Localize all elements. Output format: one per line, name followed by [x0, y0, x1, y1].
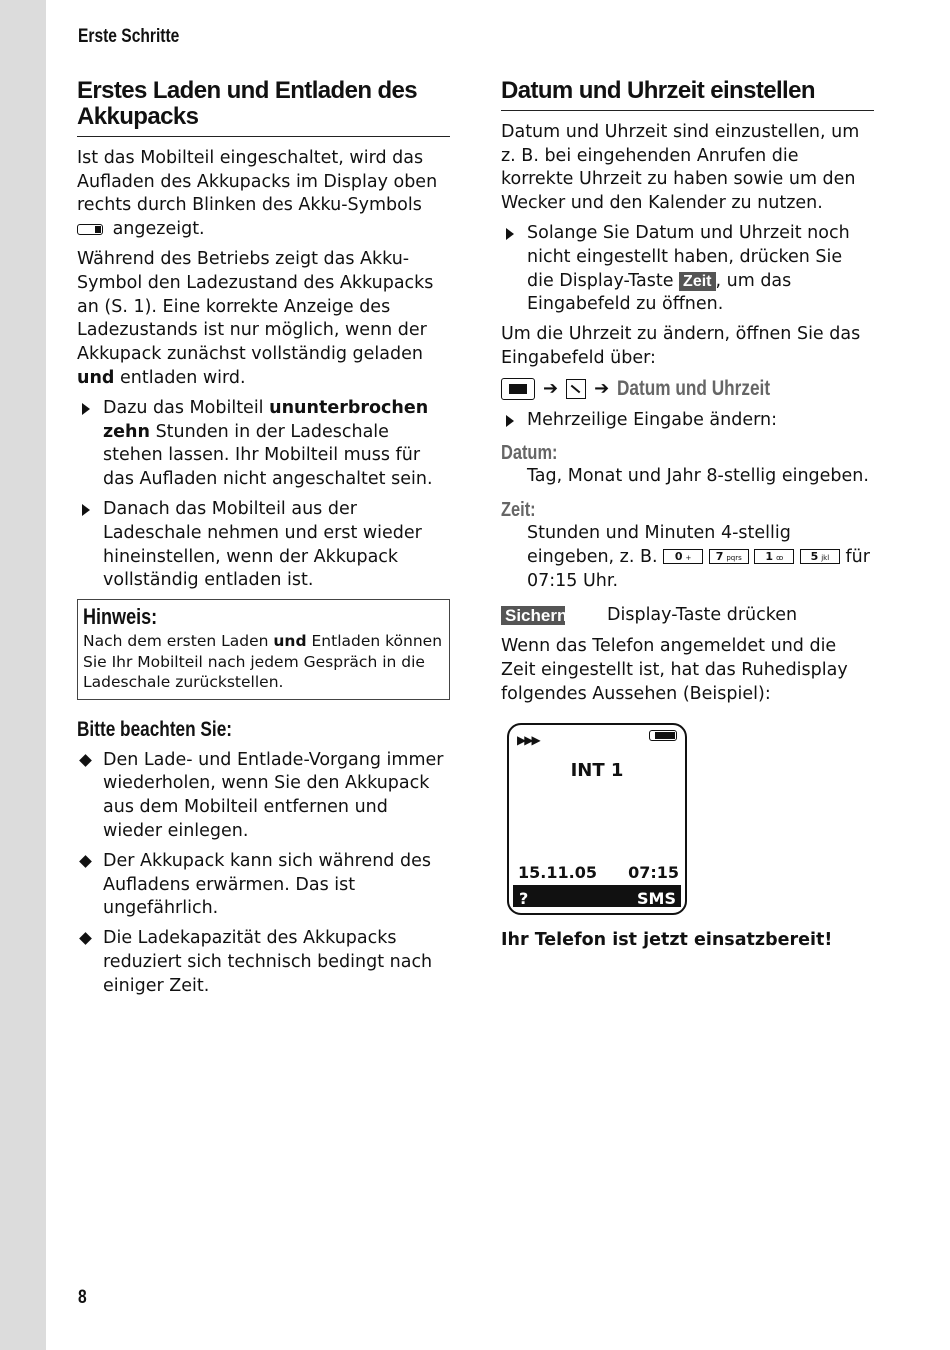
battery-icon — [649, 730, 677, 741]
section-title-datetime: Datum und Uhrzeit einstellen — [501, 78, 874, 111]
paragraph-change-time: Um die Uhrzeit zu ändern, öffnen Sie das Eingabefeld über: — [501, 324, 861, 368]
date-field-label: Datum: — [501, 442, 558, 465]
note-item: Die Ladekapazität des Akkupacks reduziert sich technisch bedingt nach einiger Zeit. — [77, 927, 450, 998]
step-charge: Dazu das Mobilteil ununterbrochen zehn Stunden in der Ladeschale stehen lassen. Ihr Mobilteil muss für das Aufladen nicht angeschaltet sein. — [77, 397, 450, 492]
step-arrow-icon — [506, 228, 514, 240]
step-arrow-icon — [82, 504, 90, 516]
battery-icon — [77, 224, 103, 235]
signal-strength-icon: ▶▶▶ — [517, 732, 539, 747]
display-right-softkey: SMS — [637, 888, 676, 908]
step-multiline-edit: Mehrzeilige Eingabe ändern: — [501, 409, 874, 433]
display-left-softkey: ? — [519, 888, 529, 908]
paragraph-battery-symbol: Während des Betriebs zeigt das Akku-Symbol den Ladezustand des Akkupacks an (S. 1). Eine korrekte Anzeige des Ladezustands ist nur möglich, wenn der Akkupack zunächst vollständig geladen und entladen wird. — [77, 248, 434, 388]
arrow-right-icon: ➔ — [543, 377, 559, 399]
notes-title: Bitte beachten Sie: — [77, 717, 233, 741]
save-description: Display-Taste drücken — [607, 604, 798, 625]
hint-title: Hinweis: — [83, 604, 158, 630]
running-header: Erste Schritte — [78, 26, 180, 47]
diamond-bullet-icon — [79, 932, 92, 945]
right-column — [501, 78, 874, 959]
diamond-bullet-icon — [79, 855, 92, 868]
side-margin-bar — [0, 0, 46, 1350]
handset-name: INT 1 — [570, 759, 624, 781]
section-title-charging: Erstes Laden und Entladen des Akkupacks — [77, 78, 450, 137]
note-item: Den Lade- und Entlade-Vorgang immer wiederholen, wenn Sie den Akkupack aus dem Mobilteil entfernen und wieder einlegen. — [77, 749, 450, 844]
settings-icon — [566, 379, 586, 399]
date-field-text: Tag, Monat und Jahr 8-stellig eingeben. — [527, 466, 869, 487]
time-softkey: Zeit — [679, 272, 715, 291]
menu-item-date-time: Datum und Uhrzeit — [617, 376, 771, 400]
save-instruction — [501, 604, 874, 628]
diamond-bullet-icon — [79, 754, 92, 767]
ready-message: Ihr Telefon ist jetzt einsatzbereit! — [501, 929, 833, 950]
paragraph-idle-display: Wenn das Telefon angemeldet und die Zeit eingestellt ist, hat das Ruhedisplay folgendes Aussehen (Beispiel): — [501, 636, 848, 704]
step-arrow-icon — [506, 415, 514, 427]
keypad-key-5: 5 jkl — [800, 549, 840, 564]
display-softkey-bar — [513, 885, 681, 907]
step-discharge: Danach das Mobilteil aus der Ladeschale nehmen und erst wieder hineinstellen, wenn der Akkupack vollständig entladen ist. — [77, 498, 450, 593]
note-item: Der Akkupack kann sich während des Aufladens erwärmen. Das ist ungefährlich. — [77, 850, 450, 921]
keypad-key-1: 1 ꝏ — [754, 549, 794, 564]
hint-text: Nach dem ersten Laden und Entladen können Sie Ihr Mobilteil nach jedem Gespräch in die Ladeschale zurückstellen. — [83, 632, 443, 692]
page-number: 8 — [78, 1287, 87, 1308]
arrow-right-icon: ➔ — [594, 377, 610, 399]
idle-display-illustration — [507, 723, 687, 915]
keypad-key-7: 7 pqrs — [709, 549, 749, 564]
paragraph-datetime-intro: Datum und Uhrzeit sind einzustellen, um z. B. bei eingehenden Anrufen die korrekte Uhrzeit zu haben sowie um den Wecker und den Kalender zu nutzen. — [501, 121, 860, 214]
time-field-label: Zeit: — [501, 499, 536, 522]
paragraph-charging-display: Ist das Mobilteil eingeschaltet, wird das Aufladen des Akkupacks im Display oben rechts durch Blinken des Akku-Symbols angezeigt. — [77, 147, 438, 240]
left-column — [77, 78, 450, 1005]
step-arrow-icon — [82, 403, 90, 415]
keypad-key-0: 0 + — [663, 549, 703, 564]
save-softkey: Sichern — [501, 606, 565, 625]
hint-box — [77, 599, 450, 700]
time-field-text: Stunden und Minuten 4-stellig eingeben, z. B. 0 + 7 pqrs 1 ꝏ 5 jkl für 07:15 Uhr. — [527, 523, 870, 591]
display-date: 15.11.05 — [518, 862, 597, 882]
menu-path — [501, 377, 874, 401]
step-press-time-key: Solange Sie Datum und Uhrzeit noch nicht eingestellt haben, drücken Sie die Display-Taste Zeit , um das Eingabefeld zu öffnen. — [501, 222, 874, 317]
display-time: 07:15 — [628, 862, 679, 882]
menu-key-icon — [501, 378, 535, 400]
